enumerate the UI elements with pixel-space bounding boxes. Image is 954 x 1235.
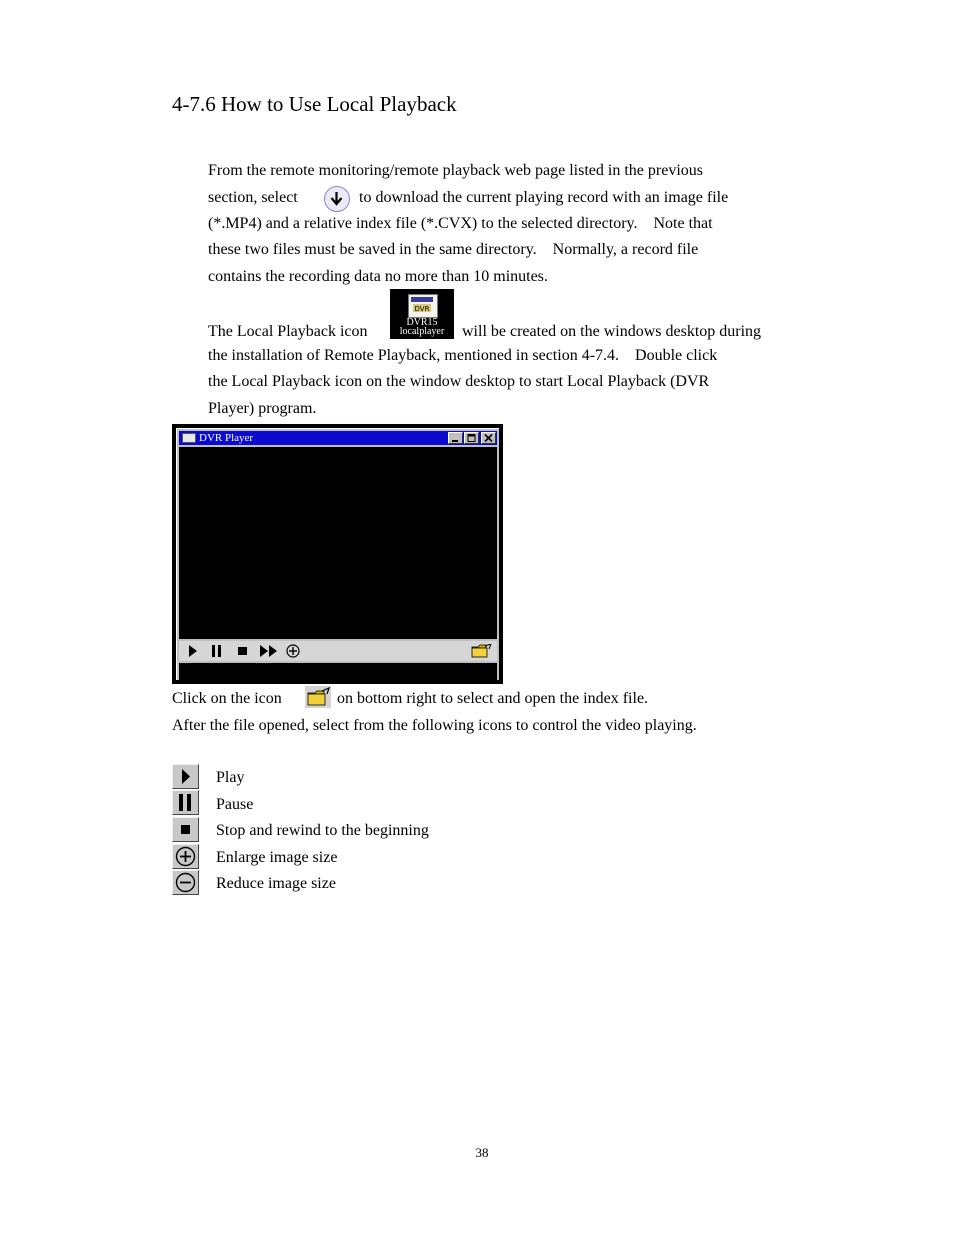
stop-icon[interactable] <box>235 644 251 658</box>
para1-line2b: to download the current playing record with an image file <box>359 189 729 206</box>
para2-line3: the Local Playback icon on the window desktop to start Local Playback (DVR <box>208 373 710 390</box>
para1-line2a: section, select <box>208 189 298 206</box>
svg-text:DVR: DVR <box>414 305 430 313</box>
para2-line2: the installation of Remote Playback, mentioned in section 4-7.4. Double click <box>208 347 718 364</box>
para2-line1b: will be created on the windows desktop during <box>462 323 762 340</box>
local-player-desktop-icon <box>390 289 454 339</box>
legend-pause-icon <box>172 790 199 815</box>
app-small-icon <box>182 433 196 443</box>
fast-forward-icon[interactable] <box>259 644 281 658</box>
app-icon-label-2: localplayer <box>399 326 445 337</box>
download-icon <box>324 186 350 212</box>
legend-label-stop: Stop and rewind to the beginning <box>216 822 429 839</box>
legend-stop-icon <box>172 817 199 842</box>
film-icon <box>408 294 438 318</box>
window-title: DVR Player <box>199 432 254 444</box>
window-frame <box>176 428 499 680</box>
status-bar <box>179 663 497 681</box>
legend-label-reduce: Reduce image size <box>216 875 336 892</box>
play-icon[interactable] <box>185 644 201 658</box>
title-bar <box>179 431 497 445</box>
legend-label-pause: Pause <box>216 796 254 813</box>
legend-label-play: Play <box>216 769 245 786</box>
legend-label-enlarge: Enlarge image size <box>216 849 338 866</box>
video-screen <box>179 447 497 639</box>
close-button[interactable] <box>481 432 496 444</box>
open-folder-icon[interactable] <box>471 644 493 658</box>
para1-line4: these two files must be saved in the same directory. Normally, a record file <box>208 241 699 258</box>
enlarge-icon[interactable] <box>285 644 301 658</box>
para1-line1: From the remote monitoring/remote playback web page listed in the previous <box>208 162 703 179</box>
pause-icon[interactable] <box>209 644 225 658</box>
minimize-button[interactable] <box>448 432 463 444</box>
section-title: 4-7.6 How to Use Local Playback <box>172 92 457 116</box>
open-folder-icon <box>305 686 331 708</box>
para1-line3: (*.MP4) and a relative index file (*.CVX) to the selected directory. Note that <box>208 215 713 232</box>
para2-line4: Player) program. <box>208 400 317 417</box>
control-bar <box>179 641 497 661</box>
app-icon-label-1: DVR15 <box>406 317 438 328</box>
para2-line1a: The Local Playback icon <box>208 323 368 340</box>
para3-line2: After the file opened, select from the following icons to control the video playing. <box>172 717 697 734</box>
para1-line5: contains the recording data no more than 10 minutes. <box>208 268 548 285</box>
para3-line1a: Click on the icon <box>172 690 282 707</box>
legend-play-icon <box>172 764 199 789</box>
para3-line1b: on bottom right to select and open the index file. <box>337 690 649 707</box>
maximize-button[interactable] <box>464 432 479 444</box>
page-number: 38 <box>475 1145 489 1160</box>
dvr-player-window <box>172 424 503 684</box>
legend-enlarge-icon <box>172 844 199 869</box>
legend-reduce-icon <box>172 870 199 895</box>
